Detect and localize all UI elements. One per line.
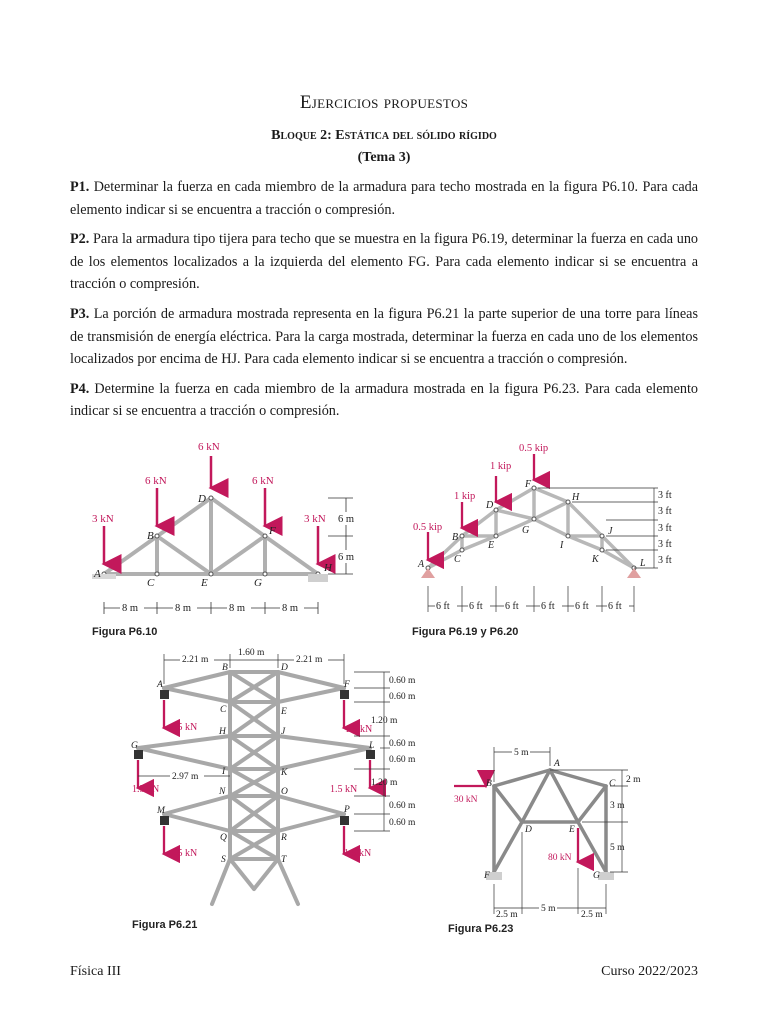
dim-label: 6 ft <box>505 601 519 612</box>
load-arrows <box>428 454 534 560</box>
node-label: N <box>219 787 226 797</box>
figure-caption: Figura P6.23 <box>448 923 514 935</box>
dim-label: 1.60 m <box>238 648 265 658</box>
dim-label: 6 m <box>338 514 355 525</box>
node-label: B <box>222 663 228 673</box>
problem-label: P4. <box>70 380 90 397</box>
footer-course-name: Física III <box>70 964 121 979</box>
dim-label: 2.21 m <box>296 655 323 665</box>
node-label: F <box>525 479 532 490</box>
dim-label: 1.20 m <box>371 778 398 788</box>
load-label: 1.5 kN <box>132 784 160 795</box>
node-label: D <box>198 493 206 505</box>
node-label: H <box>572 492 580 503</box>
figure-caption: Figura P6.19 y P6.20 <box>412 626 519 638</box>
dim-label: 3 ft <box>658 490 672 501</box>
node-label: A <box>418 559 425 570</box>
node-label: B <box>452 532 459 543</box>
figure-p6-21 <box>128 644 438 939</box>
dim-label: 3 m <box>610 801 625 811</box>
dim-label: 6 ft <box>469 601 483 612</box>
node-label: B <box>147 530 154 542</box>
problem-list <box>70 176 698 430</box>
node-label: C <box>147 577 155 589</box>
load-label-b: 30 kN <box>454 795 478 805</box>
node-label: D <box>525 825 532 835</box>
dim-label: 6 ft <box>541 601 555 612</box>
dim-label: 0.60 m <box>389 676 416 686</box>
node-label: I <box>560 540 564 551</box>
node-label: E <box>201 577 208 589</box>
dim-label: 3 ft <box>658 523 672 534</box>
load-label-a: 3 kN <box>92 513 114 525</box>
node-label: A <box>157 680 163 690</box>
node-label: G <box>131 741 138 751</box>
node-label: O <box>281 787 288 797</box>
node-label: H <box>219 727 226 737</box>
dim-label: 8 m <box>122 603 139 614</box>
node-label: L <box>369 741 375 751</box>
dim-label: 0.60 m <box>389 801 416 811</box>
dim-label: 5 m <box>610 843 625 853</box>
load-label-b: 6 kN <box>145 475 167 487</box>
problem-1 <box>70 176 698 221</box>
node-label: Q <box>220 833 227 843</box>
load-label-d: 1 kip <box>490 461 512 472</box>
node-label: J <box>281 727 286 737</box>
node-label: K <box>281 768 288 778</box>
dim-label: 1.20 m <box>371 716 398 726</box>
problem-label: P2. <box>70 231 90 248</box>
dim-label: 0.60 m <box>389 739 416 749</box>
load-label: 1.5 kN <box>170 722 198 733</box>
load-label-h: 3 kN <box>304 513 326 525</box>
node-label: P <box>344 805 350 815</box>
dim-label: 3 ft <box>658 555 672 566</box>
dim-label: 8 m <box>175 603 192 614</box>
node-label: E <box>281 707 287 717</box>
dim-label: 2.97 m <box>172 772 199 782</box>
node-label: E <box>488 540 495 551</box>
footer-academic-year: Curso 2022/2023 <box>601 964 698 979</box>
load-label-f: 0.5 kip <box>519 443 549 454</box>
problem-4 <box>70 378 698 423</box>
node-label: F <box>484 871 490 881</box>
dim-label: 2 m <box>626 775 641 785</box>
node-label: A <box>94 568 101 580</box>
load-label-f: 6 kN <box>252 475 274 487</box>
dim-label: 8 m <box>282 603 299 614</box>
node-label: I <box>222 767 226 777</box>
node-label: J <box>608 526 613 537</box>
load-label: 1.5 kN <box>170 848 198 859</box>
node-label: F <box>269 525 276 537</box>
dim-label: 0.60 m <box>389 818 416 828</box>
node-label: M <box>157 806 165 816</box>
node-label: H <box>324 562 332 574</box>
figure-p6-10 <box>88 436 373 646</box>
figure-caption: Figura P6.21 <box>132 919 198 931</box>
dim-label: 3 ft <box>658 506 672 517</box>
node-label: D <box>281 663 288 673</box>
node-label: C <box>609 779 616 789</box>
load-label: 1.5 kN <box>330 784 358 795</box>
load-label: 1.5 kN <box>344 848 372 859</box>
dim-label: 2.5 m <box>581 910 603 920</box>
page-title: Ejercicios propuestos <box>299 92 469 113</box>
load-label-b: 1 kip <box>454 491 476 502</box>
node-label: B <box>486 779 492 789</box>
dim-label: 6 ft <box>575 601 589 612</box>
dim-label: 6 ft <box>608 601 622 612</box>
dim-label: 6 ft <box>436 601 450 612</box>
node-label: R <box>281 833 287 843</box>
node-label: G <box>593 871 600 881</box>
dim-label: 5 m <box>514 748 529 758</box>
node-label: G <box>522 525 530 536</box>
node-label: T <box>281 855 287 865</box>
problem-3 <box>70 303 698 371</box>
dim-label: 2.5 m <box>496 910 518 920</box>
dim-label: 2.21 m <box>182 655 209 665</box>
node-label: S <box>221 855 226 865</box>
node-label: E <box>569 825 575 835</box>
node-label: L <box>640 558 646 569</box>
problem-text: Determine la fuerza en cada miembro de la armadura mostrada en la figura P6.23. Para cada elemento indicar si se encuentra a tracción o compresión. <box>70 380 699 420</box>
topic-label: (Tema 3) <box>357 150 411 165</box>
figure-caption: Figura P6.10 <box>92 626 158 638</box>
supports <box>421 568 641 578</box>
dim-label: 6 m <box>338 552 355 563</box>
load-label-d: 6 kN <box>198 441 220 453</box>
figure-p6-23 <box>446 742 666 942</box>
problem-text: Determinar la fuerza en cada miembro de la armadura para techo mostrada en la figura P6.10. Para cada elemento indicar si se encuentra a tracción o compresión. <box>70 179 699 218</box>
dim-label: 0.60 m <box>389 755 416 765</box>
page-subtitle: Bloque 2: Estática del sólido rígido <box>271 128 497 143</box>
dim-label: 8 m <box>229 603 246 614</box>
problem-text: La porción de armadura mostrada representa en la figura P6.21 la parte superior de una torre para líneas de transmisión de energía eléctrica. Para la carga mostrada, determinar la fuerza en cada uno de los elementos localizados por encima de HJ. Para cada elemento indicar si se encuentra a tracción o compresión. <box>70 305 698 368</box>
dim-label: 3 ft <box>658 539 672 550</box>
dim-label: 0.60 m <box>389 692 416 702</box>
node-label: C <box>220 705 227 715</box>
problem-text: Para la armadura tipo tijera para techo que se muestra en la figura P6.19, determinar la fuerza en cada uno de los elementos localizados a la izquierda del elemento FG. Para cada elemento indicar si se encuentra a tracción o compresión. <box>70 231 699 293</box>
problem-2 <box>70 228 698 296</box>
problem-label: P3. <box>70 305 90 322</box>
problem-label: P1. <box>70 179 90 195</box>
dim-label: 5 m <box>541 904 556 914</box>
insulators <box>134 690 375 825</box>
load-label-e: 80 kN <box>548 853 572 863</box>
node-label: C <box>454 554 461 565</box>
load-label: 1.5 kN <box>345 724 373 735</box>
load-label-a: 0.5 kip <box>413 522 443 533</box>
figure-p6-19 <box>408 436 698 646</box>
truss-members <box>104 498 318 574</box>
node-label: A <box>554 759 560 769</box>
node-label: D <box>486 500 494 511</box>
node-label: K <box>592 554 599 565</box>
node-label: F <box>344 680 350 690</box>
node-label: G <box>254 577 262 589</box>
